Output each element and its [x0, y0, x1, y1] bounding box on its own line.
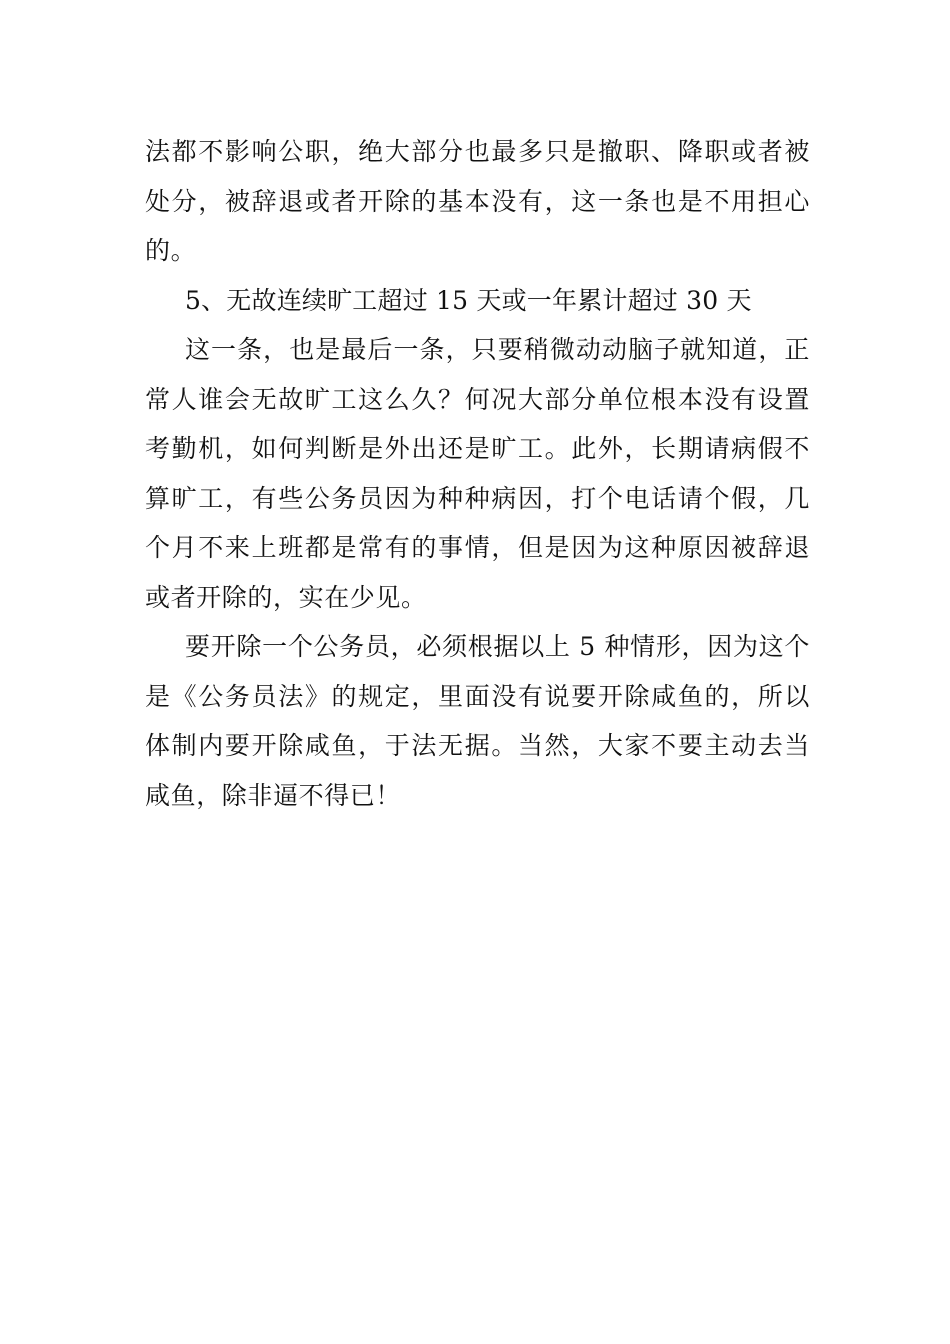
paragraph-continuation: 法都不影响公职，绝大部分也最多只是撤职、降职或者被处分，被辞退或者开除的基本没有，这一条也是不用担心的。: [145, 137, 810, 265]
document-body: [145, 127, 810, 820]
paragraph-section-body: 这一条，也是最后一条，只要稍微动动脑子就知道，正常人谁会无故旷工这么久？何况大部分单位根本没有设置考勤机，如何判断是外出还是旷工。此外，长期请病假不算旷工，有些公务员因为种种病因，打个电话请个假，几个月不来上班都是常有的事情，但是因为这种原因被辞退或者开除的，实在少见。: [145, 335, 810, 612]
section-heading: 5、无故连续旷工超过 15 天或一年累计超过 30 天: [185, 285, 752, 315]
paragraph-conclusion: 要开除一个公务员，必须根据以上 5 种情形，因为这个是《公务员法》的规定，里面没有说要开除咸鱼的，所以体制内要开除咸鱼，于法无据。当然，大家不要主动去当咸鱼，除非逼不得已！: [145, 632, 810, 810]
